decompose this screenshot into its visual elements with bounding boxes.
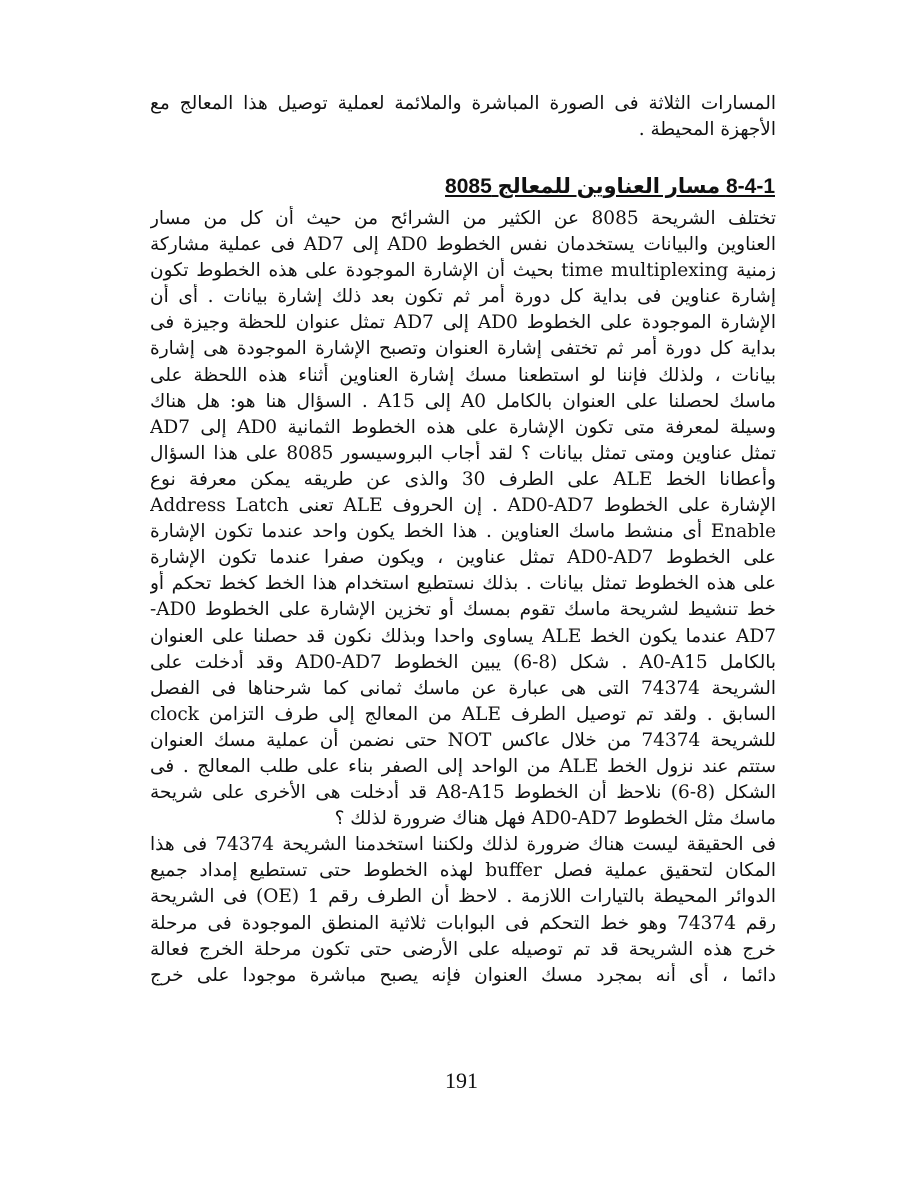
- body-line: Enable أى منشط ماسك العناوين . هذا الخط يكون واحد عندما تكون الإشارة: [150, 521, 776, 543]
- body-line: رقم 74374 وهو خط التحكم فى البوابات ثلاثية المنطق الموجودة فى مرحلة: [150, 912, 776, 934]
- body-line: خط تنشيط لشريحة ماسك تقوم بمسك أو تخزين الإشارة على الخطوط AD0-: [150, 599, 776, 621]
- intro-line: المسارات الثلاثة فى الصورة المباشرة والملائمة لعملية توصيل هذا المعالج مع: [150, 93, 776, 114]
- body-line: العناوين والبيانات يستخدمان نفس الخطوط AD0 إلى AD7 فى عملية مشاركة: [150, 234, 776, 256]
- body-line: تمثل عناوين ومتى تمثل بيانات ؟ لقد أجاب البروسيسور 8085 على هذا السؤال: [150, 442, 776, 464]
- body-line: الشكل (8-6) نلاحظ أن الخطوط A8-A15 قد أدخلت هى الأخرى على شريحة: [150, 782, 776, 804]
- body-line: ماسك لحصلنا على العنوان بالكامل A0 إلى A15 . السؤال هنا هو: هل هناك: [150, 390, 776, 412]
- intro-paragraph: [150, 91, 776, 143]
- body-line: على هذه الخطوط تمثل بيانات . بذلك نستطيع استخدام هذا الخط كخط تحكم أو: [150, 573, 776, 595]
- body-line: المكان لتحقيق عملية فصل buffer لهذه الخطوط حتى تستطيع إمداد جميع: [150, 860, 776, 882]
- body-line: ستتم عند نزول الخط ALE من الواحد إلى الصفر بناء على طلب المعالج . فى: [150, 755, 776, 777]
- body-line: AD7 عندما يكون الخط ALE يساوى واحدا وبذلك نكون قد حصلنا على العنوان: [150, 625, 776, 647]
- intro-line: الأجهزة المحيطة .: [638, 119, 776, 141]
- body-line: وأعطانا الخط ALE على الطرف 30 والذى عن طريقه يمكن معرفة نوع: [150, 468, 776, 490]
- body-line: الإشارة الموجودة على الخطوط AD0 إلى AD7 تمثل عنوان للحظة وجيزة فى: [150, 312, 776, 334]
- body-line: فى الحقيقة ليست هناك ضرورة لذلك ولكننا استخدمنا الشريحة 74374 فى هذا: [150, 834, 776, 856]
- body-line: بالكامل A0-A15 . شكل (8-6) يبين الخطوط AD0-AD7 وقد أدخلت على: [150, 651, 776, 673]
- body-line: زمنية time multiplexing بحيث أن الإشارة الموجودة على هذه الخطوط تكون: [150, 260, 776, 282]
- body-line: إشارة عناوين فى بداية كل دورة أمر ثم تكون بعد ذلك إشارة بيانات . أى أن: [150, 286, 776, 308]
- body-line: دائما ، أى أنه بمجرد مسك العنوان فإنه يصبح مباشرة موجودا على خرج: [150, 964, 776, 986]
- page-number: 191: [445, 1068, 478, 1093]
- body-line: الإشارة على الخطوط AD0-AD7 . إن الحروف ALE تعنى Address Latch: [150, 495, 776, 517]
- body-line: بيانات ، ولذلك فإننا لو استطعنا مسك إشارة العناوين أثناء هذه اللحظة على: [150, 364, 776, 386]
- body-line: تختلف الشريحة 8085 عن الكثير من الشرائح من حيث أن كل من مسار: [150, 208, 776, 229]
- body-line: خرج هذه الشريحة قد تم توصيله على الأرضى حتى تكون مرحلة الخرج فعالة: [150, 938, 776, 960]
- body-line: بداية كل دورة أمر ثم تختفى إشارة العنوان وتصبح الإشارة الموجودة هى إشارة: [150, 338, 776, 360]
- body-line: وسيلة لمعرفة متى تكون الإشارة على هذه الخطوط الثمانية AD0 إلى AD7: [150, 416, 776, 438]
- body-line: ماسك مثل الخطوط AD0-AD7 فهل هناك ضرورة لذلك ؟: [334, 808, 776, 830]
- body-line: على الخطوط AD0-AD7 تمثل عناوين ، ويكون صفرا عندما تكون الإشارة: [150, 547, 776, 569]
- body-line: الشريحة 74374 التى هى عبارة عن ماسك ثمانى كما شرحناها فى الفصل: [150, 677, 776, 699]
- body-line: للشريحة 74374 من خلال عاكس NOT حتى نضمن أن عملية مسك العنوان: [150, 729, 776, 751]
- section-heading: 8-4-1 مسار العناوين للمعالج 8085: [445, 175, 775, 198]
- body-paragraph: [150, 206, 776, 989]
- body-line: السابق . ولقد تم توصيل الطرف ALE من المعالج إلى طرف التزامن clock: [150, 703, 776, 725]
- body-line: الدوائر المحيطة بالتيارات اللازمة . لاحظ أن الطرف رقم 1 (OE) فى الشريحة: [150, 886, 776, 908]
